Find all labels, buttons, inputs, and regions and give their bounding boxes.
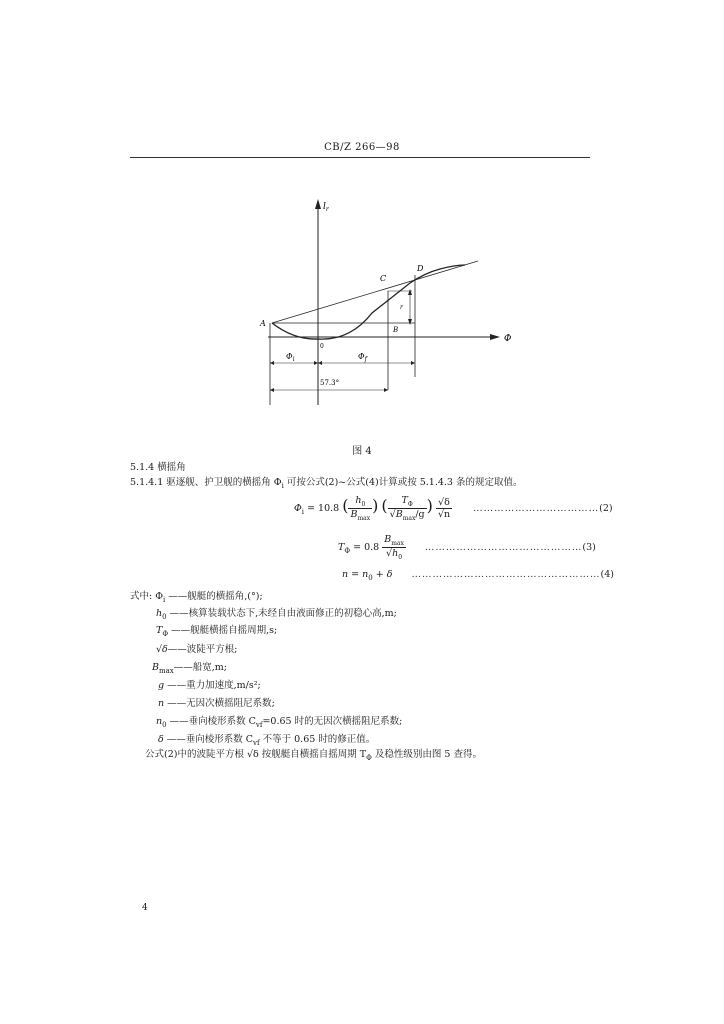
tangent-line	[272, 261, 478, 323]
definition-row: g ——重力加速度,m/s²;	[158, 680, 261, 691]
definition-row: $T_\Phi$ ——舰艇横摇自摇周期,s;	[156, 625, 278, 638]
section-5-1-4: 5.1.4 横摇角	[130, 462, 186, 473]
label-r: r	[400, 304, 403, 311]
label-a: A	[260, 319, 266, 328]
definition-row: n ——无因次横摇阻尼系数;	[158, 698, 275, 709]
definition-row: $n_0$ ——垂向棱形系数 $C_{vf}=0.65$ 时的无因次横摇阻尼系数;	[156, 716, 403, 729]
x-axis-arrow	[490, 334, 500, 340]
label-d: D	[417, 264, 424, 273]
page-number: 4	[142, 903, 148, 913]
definition-row: δ ——垂向棱形系数 $C_{vf}$ 不等于 0.65 时的修正值。	[158, 734, 376, 747]
equation-4: $n = n_0 + \delta$ ………………………………………………(4)	[342, 569, 614, 582]
label-phi-f: $\Phi_f$	[358, 352, 367, 363]
y-axis-arrow	[315, 199, 321, 209]
equation-2: $\Phi_i = 10.8$ ( $\frac{h_0}{B_{max}}$ ) ( $\frac{T_\Phi}{√B_{max}/g}$ ) $\frac{√\delta}{√n}$ ………………………………(2)	[294, 495, 613, 522]
document-code: CB/Z 266—98	[324, 142, 400, 153]
section-5-1-4-1: 5.1.4.1 驱逐舰、护卫舰的横摇角 $\Phi_i$ 可按公式(2)~公式(4)计算或按 5.1.4.3 条的规定取值。	[130, 477, 523, 490]
definition-row: $h_0$ ——核算装载状态下,未经自由液面修正的初稳心高,m;	[156, 608, 397, 621]
label-phi-i: $\Phi_i$	[286, 352, 295, 363]
label-o: 0	[320, 343, 324, 350]
closing-paragraph: 公式(2)中的波陡平方根 √δ 按舰艇自横摇自摇周期 $T_\Phi$ 及稳性级别由图 5 查得。	[145, 749, 482, 762]
definition-row: 式中: $\Phi_i$ ——舰艇的横摇角,(°);	[130, 591, 263, 604]
y-axis-label: $l_r$	[323, 202, 329, 213]
definition-row: √δ——波陡平方根;	[156, 644, 238, 655]
label-b: B	[393, 326, 399, 334]
figure-caption: 图 4	[352, 446, 372, 457]
label-c: C	[380, 274, 387, 283]
roll-curve-figure	[250, 195, 510, 410]
header-rule	[130, 157, 590, 158]
definition-row: $B_{max}——$船宽,m;	[152, 662, 227, 675]
moment-curve	[272, 265, 465, 339]
equation-3: $T_\Phi = 0.8$ $\frac{B_{max}}{√h_0}$ ………………………………………(3)	[338, 534, 596, 561]
x-axis-label: Φ	[504, 334, 512, 344]
label-angle: 57.3°	[320, 379, 340, 387]
